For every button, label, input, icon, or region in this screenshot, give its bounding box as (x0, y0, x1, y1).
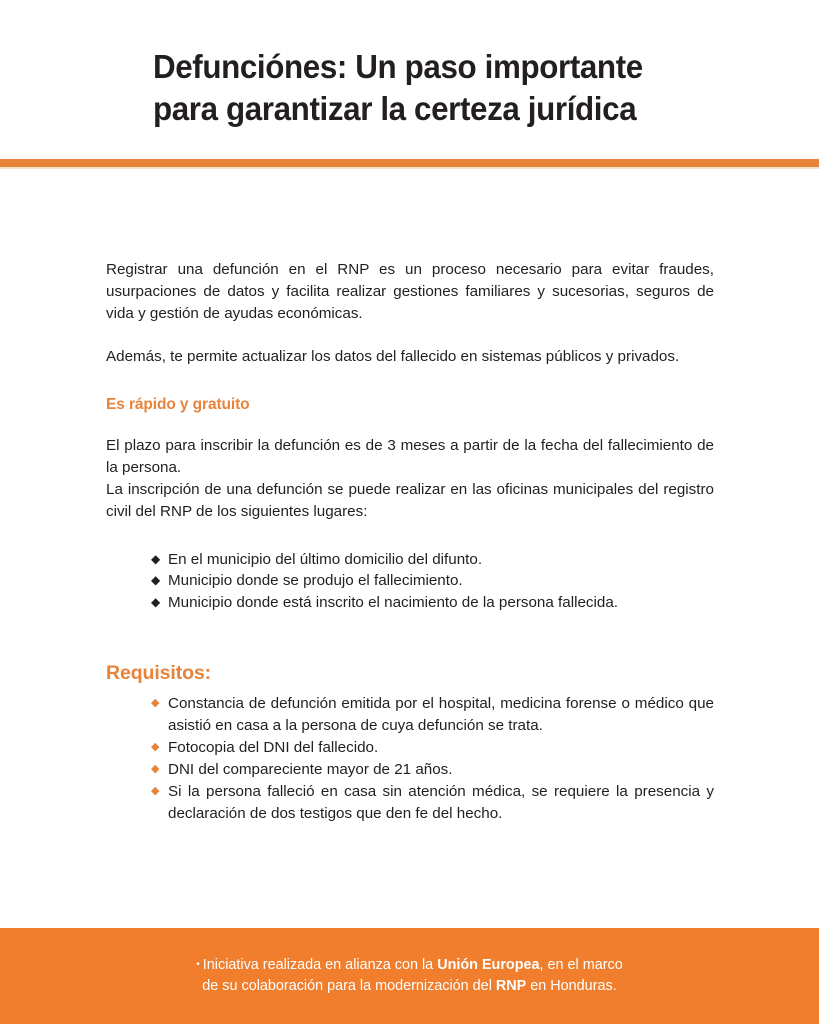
footer-text (196, 955, 622, 997)
diamond-bullet-icon: ◆ (151, 784, 160, 797)
intro-paragraph-1: Registrar una defunción en el RNP es un proceso necesario para evitar fraudes, usurpaciones de datos y facilita realizar gestiones familiares y sucesorias, seguros de vida y gestión de ayudas económicas. (106, 261, 714, 323)
list-item (151, 592, 714, 614)
diamond-bullet-icon: ◆ (151, 697, 160, 710)
requirements-list (151, 693, 714, 824)
section-heading-rapido-gratuito: Es rápido y gratuito (106, 396, 250, 414)
intro-paragraph-2: Además, te permite actualizar los datos del fallecido en sistemas públicos y privados. (106, 348, 680, 366)
list-item (151, 693, 714, 737)
list-item-label: Si la persona falleció en casa sin atención médica, se requiere la presencia y declaración de dos testigos que den fe del hecho. (168, 782, 714, 822)
places-list (151, 549, 714, 615)
diamond-bullet-icon: ◆ (151, 762, 160, 775)
footer-line-2-before: de su colaboración para la modernización del (202, 978, 496, 994)
page-title-line-1: Defunciónes: Un paso importante (152, 48, 643, 85)
document-header (0, 0, 819, 169)
section-heading-requisitos: Requisitos: (106, 662, 212, 685)
section-spacer (106, 614, 714, 662)
list-item-label: Fotocopia del DNI del fallecido. (168, 739, 379, 757)
header-divider (0, 159, 819, 169)
list-item-label: Municipio donde se produjo el fallecimiento. (168, 572, 463, 590)
footer-line-2-after: en Honduras. (526, 978, 617, 994)
diamond-bullet-icon: ◆ (151, 573, 161, 588)
page-title (0, 46, 778, 130)
fast-free-paragraph-2: La inscripción de una defunción se puede realizar en las oficinas municipales del registro civil del RNP de los siguientes lugares: (106, 480, 714, 520)
footer-line-2 (196, 976, 622, 997)
fast-free-paragraphs (106, 435, 714, 523)
list-item (151, 781, 714, 825)
diamond-bullet-icon: ◆ (151, 595, 161, 610)
fast-free-paragraph-1: El plazo para inscribir la defunción es de 3 meses a partir de la fecha del fallecimiento de la persona. (106, 437, 714, 476)
diamond-bullet-icon: ◆ (151, 551, 161, 566)
footer-line-1-before: Iniciativa realizada en alianza con la (202, 956, 438, 973)
list-item (151, 570, 714, 592)
list-item-label: En el municipio del último domicilio del difunto. (168, 550, 483, 568)
list-item-label: Constancia de defunción emitida por el hospital, medicina forense o médico que asistió en casa a la persona de cuya defunción se trata. (168, 695, 714, 735)
page-title-line-2: para garantizar la certeza jurídica (152, 90, 637, 128)
list-item-label: Municipio donde está inscrito el nacimiento de la persona fallecida. (168, 594, 618, 612)
document-footer (0, 928, 819, 1024)
divider-bar-orange (0, 159, 819, 167)
list-item-label: DNI del compareciente mayor de 21 años. (168, 760, 453, 778)
dot-bullet-icon: • (196, 958, 200, 970)
footer-line-1-after: , en el marco (539, 956, 623, 973)
document-body (0, 169, 819, 928)
list-item (151, 549, 714, 571)
footer-line-1 (196, 955, 622, 976)
footer-line-1-bold: Unión Europea (437, 956, 540, 973)
diamond-bullet-icon: ◆ (151, 741, 160, 754)
list-item (151, 759, 714, 781)
footer-line-2-bold: RNP (495, 978, 527, 994)
list-item (151, 737, 714, 759)
